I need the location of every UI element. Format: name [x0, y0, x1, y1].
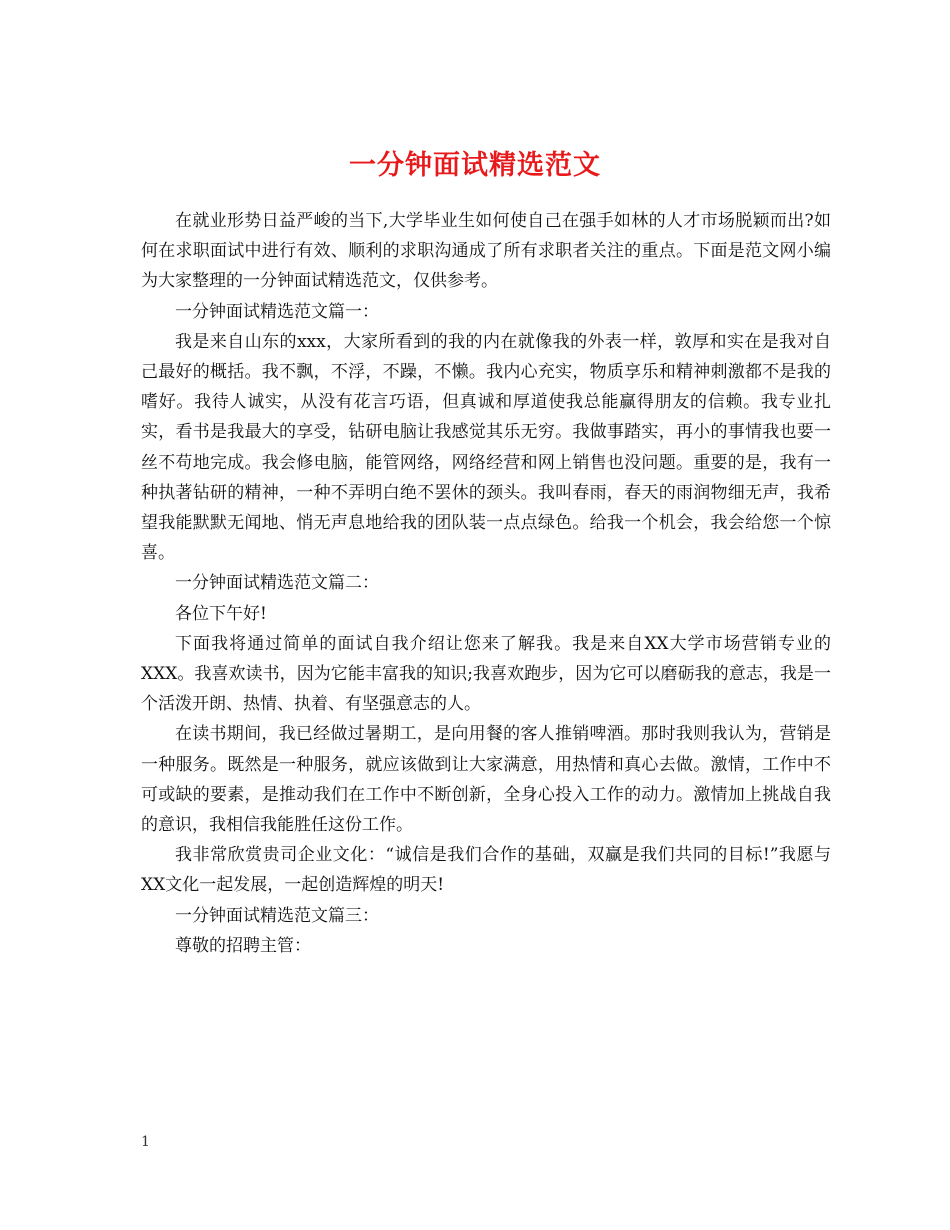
- section-heading-1: 一分钟面试精选范文篇一：: [175, 301, 379, 322]
- essay-2-paragraph-3: 我非常欣赏贵司企业文化：“诚信是我们合作的基础，双赢是我们共同的目标!”我愿与XX文化一起发展，一起创造辉煌的明天!: [141, 845, 831, 896]
- essay-1-paragraph: 我是来自山东的xxx，大家所看到的我的内在就像我的外表一样，敦厚和实在是我对自己最好的概括。我不飘，不浮，不躁，不懒。我内心充实，物质享乐和精神刺激都不是我的嗜好。我待人诚实，从没有花言巧语，但真诚和厚道使我总能赢得朋友的信赖。我专业扎实，看书是我最大的享受，钻研电脑让我感觉其乐无穷。我做事踏实，再小的事情我也要一丝不苟地完成。我会修电脑，能管网络，网络经营和网上销售也没问题。重要的是，我有一种执著钻研的精神，一种不弄明白绝不罢休的颈头。我叫春雨，春天的雨润物细无声，我希望我能默默无闻地、悄无声息地给我的团队装一点点绿色。给我一个机会，我会给您一个惊喜。: [141, 331, 831, 564]
- section-heading-2: 一分钟面试精选范文篇二：: [175, 573, 379, 594]
- page-number: 1: [141, 1134, 150, 1150]
- document-title: 一分钟面试精选范文: [349, 150, 601, 182]
- essay-2-paragraph-1: 下面我将通过简单的面试自我介绍让您来了解我。我是来自XX大学市场营销专业的XXX。我喜欢读书，因为它能丰富我的知识;我喜欢跑步，因为它可以磨砺我的意志，我是一个活泼开朗、热情、执着、有坚强意志的人。: [141, 633, 831, 715]
- intro-paragraph: 在就业形势日益严峻的当下,大学毕业生如何使自己在强手如林的人才市场脱颖而出?如何在求职面试中进行有效、顺利的求职沟通成了所有求职者关注的重点。下面是范文网小编为大家整理的一分钟面试精选范文，仅供参考。: [141, 211, 831, 292]
- essay-2-paragraph-2: 在读书期间，我已经做过暑期工，是向用餐的客人推销啤酒。那时我则我认为，营销是一种服务。既然是一种服务，就应该做到让大家满意，用热情和真心去做。激情，工作中不可或缺的要素，是推动我们在工作中不断创新，全身心投入工作的动力。激情加上挑战自我的意识，我相信我能胜任这份工作。: [141, 724, 831, 836]
- document-body: [141, 206, 831, 961]
- essay-2-greeting: 各位下午好!: [175, 603, 267, 624]
- essay-3-salutation: 尊敬的招聘主管：: [175, 935, 311, 956]
- section-heading-3: 一分钟面试精选范文篇三：: [175, 905, 379, 926]
